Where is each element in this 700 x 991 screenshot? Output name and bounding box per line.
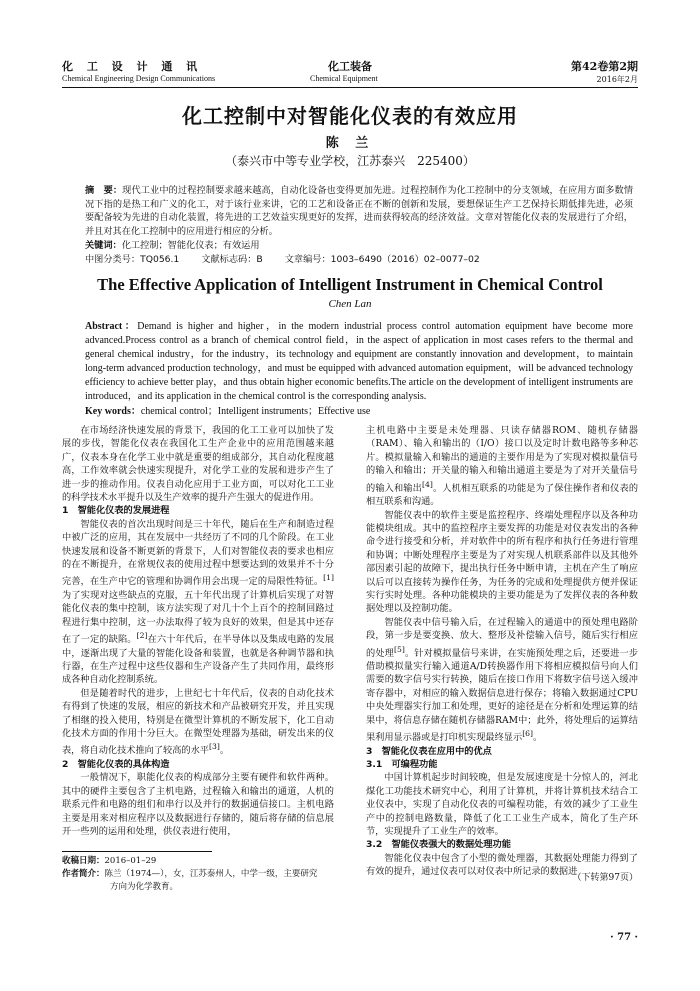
subsection-heading-3-1: 3.1 可编程功能 <box>366 758 438 770</box>
clc-number: 中图分类号：TQ056.1 <box>85 254 180 265</box>
page-number: · 77 · <box>610 932 638 943</box>
paragraph: 主机电路中主要是未处理器、只读存储器ROM、随机存储器（RAM）、输入和输出的（I/O）接口以及定时计数电路等多种芯片。模拟量输入和输出的通道的主要作用是为了实现对模拟量信号的输入和输出；开关量的输入和输出通道主要是为了对开关量信号的输入和输出[4]。人机相互联系的功能是为了保住操作者和仪表的相互联系和沟通。 <box>366 425 639 508</box>
paragraph: 智能仪表中信号输入后，在过程输入的通道中的预处理电路阶段，第一步是要变换、放大、整形及补偿输入信号，随后实行相应的处理[5]。针对模拟量信号来讲，在实施预处理之后，还要进一步借助模拟量实行输入通道A/D转换器作用下将相应模拟信号向人们需要的数字信号实行转换，随后在接口作用下将数字信号送入缓冲寄存器中，对相应的输入数据信息进行保存；将输入数据通过CPU中央处理器实行加工和处理，更好的途径是在分析和处理运算的结果中，将信息存储在随机存储器RAM中；此外，将处理后的运算结果利用显示器或是打印机实现最终显示[6]。 <box>366 616 639 744</box>
paragraph: 智能化仪表中包含了小型的微处理器，其数据处理能力得到了有效的提升，通过仪表可以对仪表中所记录的数据进 <box>366 852 638 878</box>
header-rule <box>62 87 638 88</box>
citation: [3] <box>209 742 220 752</box>
abstract-cn <box>85 184 633 238</box>
paragraph: 但是随着时代的进步，上世纪七十年代后，仪表的自动化技术有得到了快速的发展，相应的新技术和产品被研究开发，并且实现了相继的投入使用，特别是在微型计算机的不断发展下，化工自动化技术方面的作用十分巨大。在微型处理器为基础，研发出来的仪表，将自动化技术推向了较高的水平[3]。 <box>62 687 334 757</box>
article-id: 文章编号：1003–6490（2016）02–0077–02 <box>284 254 480 265</box>
abstract-en-label: Abstract： <box>85 321 138 332</box>
citation: [1] <box>323 573 334 583</box>
section-heading-3: 3 智能化仪表在应用中的优点 <box>366 745 492 757</box>
section-name-cn: 化工装备 <box>328 60 372 73</box>
volume-issue: 第42卷第2期 <box>571 60 638 73</box>
paragraph: 智能仪表中的软件主要是监控程序、终端处理程序以及各种功能模块组成。其中的监控程序主要发挥的功能是对仪表发出的各种命令进行接受和分析，并对软件中的所有程序和执行任务进行管理和协调；中断处理程序主要是为了对实现人机联系部件以及其他外部因素引起的故障下，提出执行任务中断申请，主机在产生了响应以后可以直接转为操作任务，为任务的完成和处理提供方便并保证实行实时处理。各种功能模块的主要功能是为了发挥仪表的各种数据处理以及控制功能。 <box>366 509 638 615</box>
body-column-left <box>62 424 334 838</box>
section-heading-2: 2 智能化仪表的具体构造 <box>62 758 170 770</box>
continued-note: （下转第97页） <box>572 873 638 883</box>
paragraph: 中国计算机起步时间较晚，但是发展速度是十分惊人的，河北煤化工功能技术研究中心，利用了计算机，并将计算机技术结合工业仪表中，实现了自动化仪表的可编程功能，有效的减少了工业生产中的控制电路数量，降低了化工工业生产成本，简化了生产环节，实现提升了工业生产的效率。 <box>366 772 638 837</box>
citation: [4] <box>421 479 433 489</box>
doc-code: 文献标志码：B <box>201 254 263 265</box>
keywords-cn-label: 关键词： <box>85 240 122 251</box>
running-header <box>0 0 700 90</box>
journal-name-cn: 化 工 设 计 通 讯 <box>62 60 203 73</box>
paragraph: 一般情况下，职能化仪表的构成部分主要有硬件和软件两种。其中的硬件主要包含了主机电路，过程输入和输出的通道，人机的联系元件和电路的组们和串行以及并行的数据通信接口。主机电路主要是用来对相应程序以及数据进行存储的，随后将存储的信息展开一些列的运用和处理，供仪表进行使用， <box>62 772 334 837</box>
classification-line <box>85 253 633 266</box>
article-title-en: The Effective Application of Intelligent Instrument in Chemical Control <box>97 275 603 294</box>
keywords-en <box>85 405 633 419</box>
citation: [5] <box>393 644 405 654</box>
keywords-cn <box>85 239 633 252</box>
citation: [2] <box>136 631 148 641</box>
footnote-rule <box>62 851 212 852</box>
abstract-cn-label: 摘 要： <box>85 185 123 196</box>
section-name-en: Chemical Equipment <box>310 74 378 83</box>
paragraph: 智能仪表的首次出现时间是三十年代，随后在生产和制造过程中被广泛的应用，其在发展中一共经历了不同的几个阶段。在工业快速发展和设备不断更新的背景下，人们对智能仪表的要求也相应的在不断提升，在常规仪表的使用过程中想要达到的效果并不十分完善，在生产中它的管理和协调作用会出现一定的局限性特征。[1]为了实现对这些缺点的克服，五十年代出现了计算机后实现了对智能化仪表的集中控制，该方法实现了对几十个上百个的控制回路过程进行集中控制，这一办法取得了较为良好的效果，但是其中还存在了一定的缺陷。[2]在六十年代后，在半导体以及集成电路的发展中，逐渐出现了大量的智能化设备和装置，也就是各种调节器和执行器，在生产过程中这些仪器和生产设备产生了共同作用，最终形成各种自动化控制系统。 <box>62 518 335 686</box>
author-cn: 陈 兰 <box>325 136 375 151</box>
keywords-en-text: chemical control；Intelligent instruments；Effective use <box>140 406 371 417</box>
keywords-cn-text: 化工控制；智能化仪表；有效运用 <box>121 240 260 251</box>
keywords-en-label: Key words： <box>85 406 141 417</box>
citation: [6] <box>522 729 534 739</box>
article-title-cn: 化工控制中对智能化仪表的有效应用 <box>182 104 518 128</box>
body-column-right <box>366 424 638 879</box>
journal-name-en: Chemical Engineering Design Communications <box>62 74 216 83</box>
footnote <box>62 855 334 894</box>
received-date: 收稿日期：2016–01–29 <box>62 856 157 866</box>
subsection-heading-3-2: 3.2 智能仪表强大的数据处理功能 <box>366 839 511 851</box>
issue-date: 2016年2月 <box>596 75 638 84</box>
affiliation-cn: （泰兴市中等专业学校，江苏泰兴 225400） <box>225 154 475 168</box>
abstract-en-text: Demand is higher and higher，in the modern industrial process control automation equipment have become more advanced.Process control as a branch of chemical control field，in the aspect of application in most cases refers to the thermal and general chemical industry，for the industry，its technology and equipment are constantly innovation and development，to maintain long-term advanced production technology，and must be equipped with advanced automation equipment，will be advanced technology efficiency to achieve better play，and thus obtain higher economic benefits.The article on the development of intelligent instruments are introduced，and its application in the chemical control is the corresponding analysis. <box>85 321 634 403</box>
author-en: Chen Lan <box>328 298 372 310</box>
abstract-cn-text: 现代工业中的过程控制要求越来越高，自动化设备也变得更加先进。过程控制作为化工控制中的分支领域，在应用方面多数情况下指的是热工和广义的化工，对于该行业来讲，它的工艺和设备正在不断的创新和发展，要想保证生产工艺保持长期低排先进，必须要配备较为先进的自动化装置，将先进的工艺效益实现更好的发挥，进而获得较高的经济效益。文章对智能化仪表的发展进行了介绍，并且对其在化工控制中的应用进行相应的分析。 <box>85 185 634 237</box>
author-bio: 作者简介：陈兰（1974—），女，江苏泰州人，中学一级，主要研究 <box>62 869 318 879</box>
section-heading-1: 1 智能化仪表的发展进程 <box>62 505 170 517</box>
paragraph: 在市场经济快速发展的背景下，我国的化工工业可以加快了发展的步伐，智能化仪表在我国化工生产企业中的应用范围越来越广，仪表本身在化学工业中就是重要的组成部分，其自动化程度越高，工作效率就会快速实现提升，对化学工业的发展和进步产生了进一步的推动作用。仪表自动化应用于工业方面，可以对化工工业的科学技术水平提升以及生产效率的提升产生强大的促进作用。 <box>62 425 334 504</box>
abstract-en <box>85 320 633 405</box>
author-bio-cont: 方向为化学教育。 <box>110 882 179 892</box>
